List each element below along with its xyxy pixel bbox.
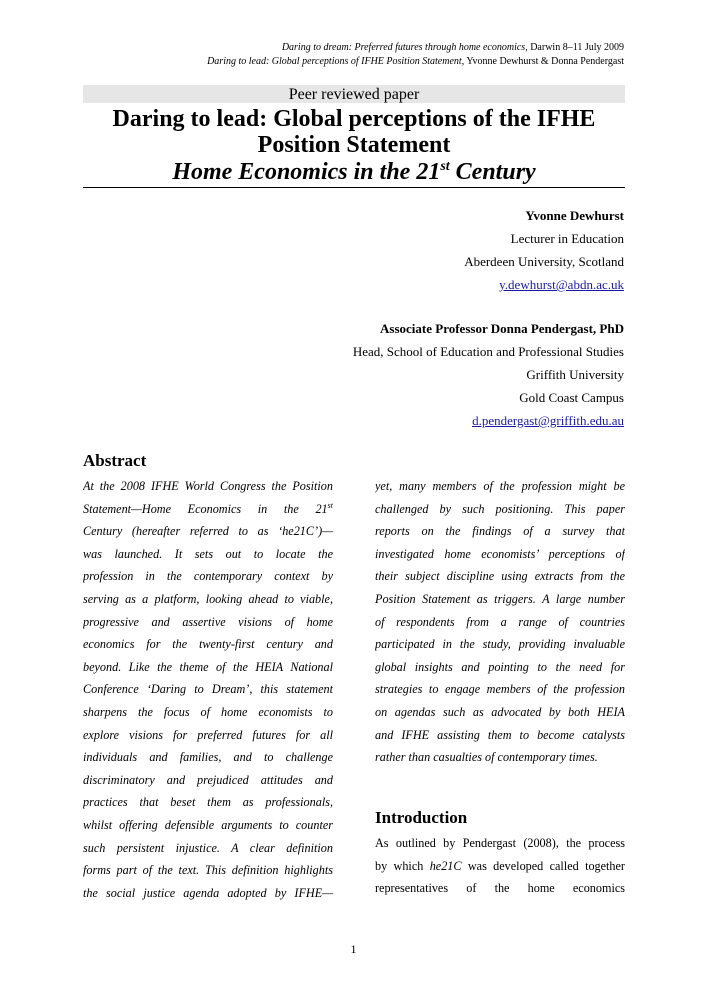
introduction-body: As outlined by Pendergast (2008), the process by which he21C was developed called together representatives of the home economics: [375, 836, 625, 896]
title-divider: [83, 187, 625, 188]
author1-name: Yvonne Dewhurst: [525, 208, 624, 223]
running-header-line1: Daring to dream: Preferred futures through home economics, Darwin 8–11 July 2009: [281, 42, 624, 53]
abstract-right-column: yet, many members of the profession might be challenged by such positioning. This paper reports on the findings of a survey that investigated home economists’ perceptions of their subject discipline using extracts from the Position Statement as triggers. A large number of respondents from a range of countries participated in the study, providing invaluable global insights and pointing to the need for strategies to engage members of the profession on agendas such as advocated by both HEIA and IFHE assisting them to become catalysts rather than casualties of contemporary times.: [375, 479, 625, 765]
author1-email-link[interactable]: y.dewhurst@abdn.ac.uk: [499, 277, 624, 292]
peer-reviewed-label: Peer reviewed paper: [83, 85, 625, 103]
introduction-heading: Introduction: [375, 808, 468, 827]
author2-affiliation: Griffith University: [526, 367, 624, 382]
author2-email-link[interactable]: d.pendergast@griffith.edu.au: [472, 413, 624, 428]
author1-role: Lecturer in Education: [510, 231, 624, 246]
paper-title: [83, 106, 625, 158]
paper-title-line1: Daring to lead: Global perceptions of the IFHE: [112, 106, 596, 132]
paper-title-line2: Position Statement: [257, 132, 451, 158]
abstract-heading: Abstract: [83, 451, 147, 470]
author2-campus: Gold Coast Campus: [519, 390, 624, 405]
author2-role: Head, School of Education and Professional Studies: [352, 344, 624, 359]
page-number: 1: [350, 942, 357, 956]
author1-affiliation: Aberdeen University, Scotland: [464, 254, 624, 269]
running-header-line2: Daring to lead: Global perceptions of IFHE Position Statement, Yvonne Dewhurst & Donna Pendergast: [207, 56, 624, 67]
paper-subtitle: Home Economics in the 21st Century: [172, 159, 536, 185]
author2-name: Associate Professor Donna Pendergast, PhD: [380, 321, 624, 336]
abstract-left-column: At the 2008 IFHE World Congress the Position Statement—Home Economics in the 21st Century (hereafter referred to as ‘he21C’)— was launched. It sets out to locate the profession in the contemporary context by serving as a platform, looking ahead to viable, progressive and assertive visions of home economics for the twenty-first century and beyond. Like the theme of the HEIA National Conference ‘Daring to Dream’, this statement sharpens the focus of home economists to explore visions for preferred futures for all individuals and families, and to challenge discriminatory and prejudiced attitudes and practices that beset them as professionals, whilst offering defensible arguments to counter such persistent injustice. A clear definition forms part of the text. This definition highlights the social justice agenda adopted by IFHE—: [83, 479, 333, 900]
